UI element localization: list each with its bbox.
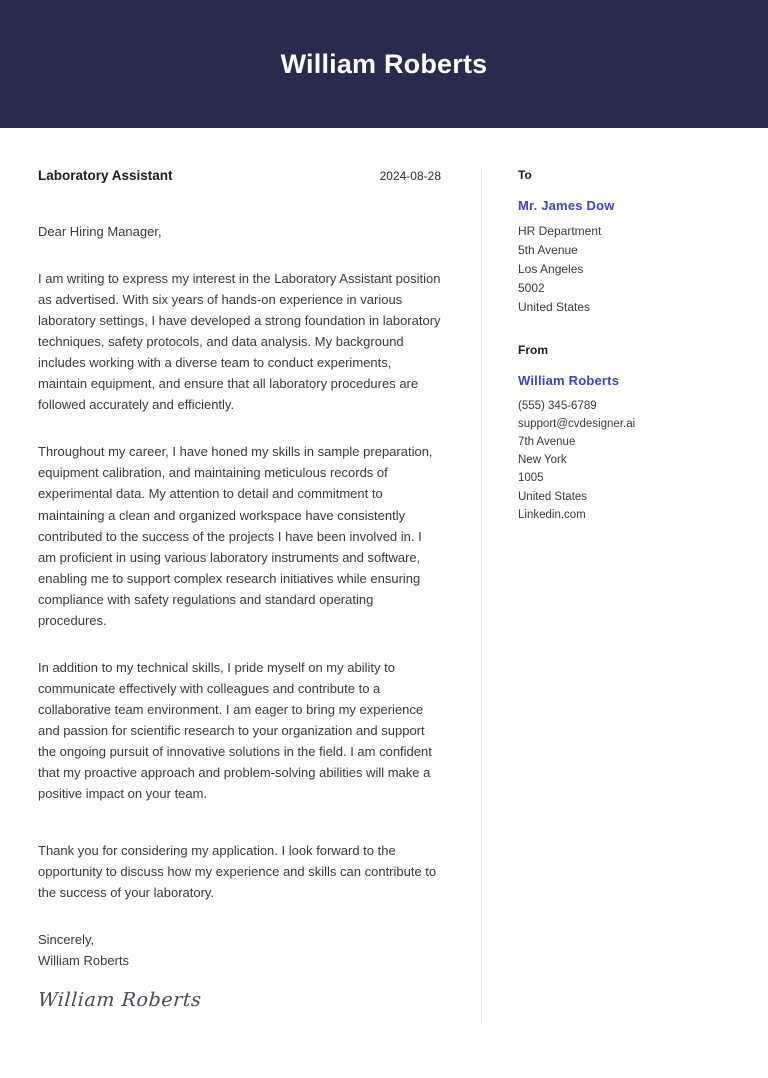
recipient-line: 5002 (518, 280, 545, 295)
recipient-line: HR Department (518, 224, 602, 238)
recipient-heading: To (518, 168, 532, 182)
applicant-name-heading: William Roberts (280, 48, 488, 79)
letter-closing-paragraph: Thank you for considering my application. I look forward to the opportunity to discuss how my experience and skills can contribute to the success of your laboratory. (38, 843, 437, 901)
salutation: Dear Hiring Manager, (38, 224, 162, 239)
letter-paragraph-2: Throughout my career, I have honed my skills in sample preparation, equipment calibration, and maintaining meticulous records of experimental data. My attention to detail and commitment to maintaining a clean and organized workspace have consistently contributed to the success of the projects I have been involved in. I am proficient in using various laboratory instruments and software, enabling me to support complex research initiatives while ensuring compliance with safety regulations and standard operating procedures. (38, 444, 433, 628)
letter-side-column (482, 168, 768, 550)
signoff-name: William Roberts (38, 953, 130, 969)
recipient-name: Mr. James Dow (518, 198, 615, 213)
letter-title-row (38, 168, 441, 183)
sender-email: support@cvdesigner.ai (518, 417, 636, 430)
sender-name: William Roberts (518, 372, 620, 388)
letter-paragraph-3: In addition to my technical skills, I pride myself on my ability to communicate effectively with colleagues and contribute to a collaborative team environment. I am eager to bring my experience and passion for scientific research to your organization and support the ongoing pursuit of innovative solutions in the field. I am confident that my proactive approach and problem-solving abilities will make a positive impact on your team. (38, 659, 432, 802)
letter-main-column (0, 168, 481, 1011)
sender-line: 1005 (518, 472, 544, 485)
letter-date: 2024-08-28 (379, 169, 441, 183)
signoff-word: Sincerely, (38, 932, 95, 948)
letter-paragraph-1: I am writing to express my interest in the Laboratory Assistant position as advertised. With six years of hands-on experience in various laboratory settings, I have developed a strong foundation in laboratory techniques, safety protocols, and data analysis. My background includes working with a diverse team to conduct experiments, maintain equipment, and ensure that all laboratory procedures are followed accurately and efficiently. (38, 271, 441, 413)
sender-line: United States (518, 490, 588, 503)
sender-line: 7th Avenue (518, 436, 576, 449)
letter-header-banner (0, 0, 768, 128)
letter-body (0, 128, 768, 1023)
recipient-line: United States (518, 299, 591, 314)
sender-heading: From (518, 342, 548, 357)
sender-website: Linkedin.com (518, 508, 586, 521)
recipient-block (518, 168, 748, 317)
recipient-line: 5th Avenue (518, 242, 578, 257)
job-title: Laboratory Assistant (38, 168, 173, 183)
recipient-line: Los Angeles (518, 261, 584, 276)
sender-block (518, 343, 748, 524)
sender-line: New York (518, 454, 567, 467)
sender-phone: (555) 345-6789 (518, 399, 597, 412)
handwritten-signature: William Roberts (37, 989, 203, 1012)
